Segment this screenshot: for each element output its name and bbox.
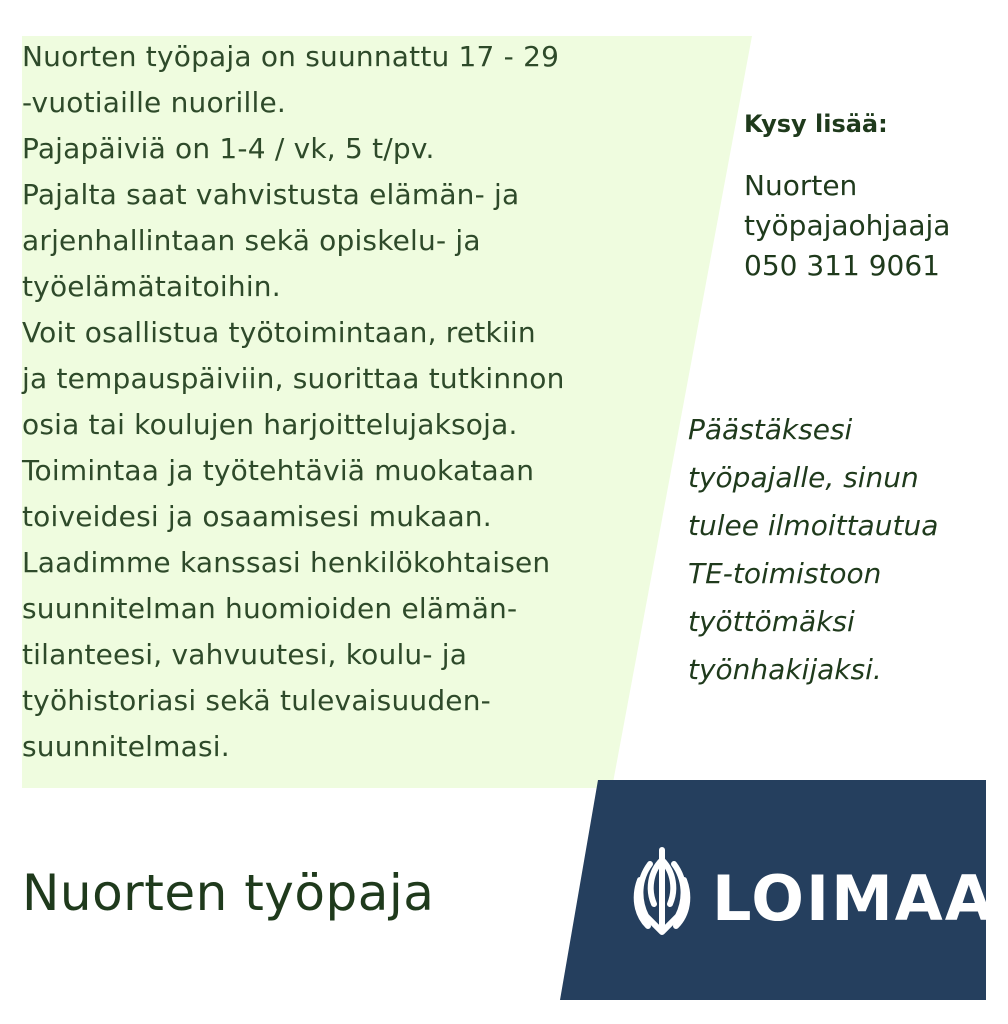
note-line: TE-toimistoon <box>688 557 882 590</box>
logo-wordmark: LOIMAA <box>712 862 995 935</box>
contact-line: Nuorten <box>744 169 858 202</box>
contact-line: työpajaohjaaja <box>744 209 951 242</box>
note-line: Päästäksesi <box>688 413 853 446</box>
footer-title: Nuorten työpaja <box>22 864 435 922</box>
paragraph-age: Nuorten työpaja on suunnattu 17 - 29 -vuotiaille nuorille. <box>22 40 560 119</box>
paragraph-plan: Laadimme kanssasi henkilökohtaisen suunnitelman huomioiden elämän- tilanteesi, vahvuutesi, koulu- ja työhistoriasi sekä tulevaisuuden- suunnitelmasi. <box>22 546 551 763</box>
paragraph-tasks: Toimintaa ja työtehtäviä muokataan toiveidesi ja osaamisesi mukaan. <box>22 454 535 533</box>
note-line: työpajalle, sinun <box>688 461 919 494</box>
note-line: työttömäksi <box>688 605 855 638</box>
paragraph-schedule: Pajapäiviä on 1-4 / vk, 5 t/pv. <box>22 132 435 165</box>
note-line: työnhakijaksi. <box>688 653 882 686</box>
paragraph-activities: Voit osallistua työtoimintaan, retkiin ja tempauspäiviin, suorittaa tutkinnon osia tai koulujen harjoittelujaksoja. <box>22 316 565 441</box>
paragraph-support: Pajalta saat vahvistusta elämän- ja arjenhallintaan sekä opiskelu- ja työelämätaitoihin. <box>22 178 520 303</box>
note-line: tulee ilmoittautua <box>688 509 939 542</box>
contact-phone: 050 311 9061 <box>744 249 940 282</box>
contact-heading: Kysy lisää: <box>744 110 888 138</box>
